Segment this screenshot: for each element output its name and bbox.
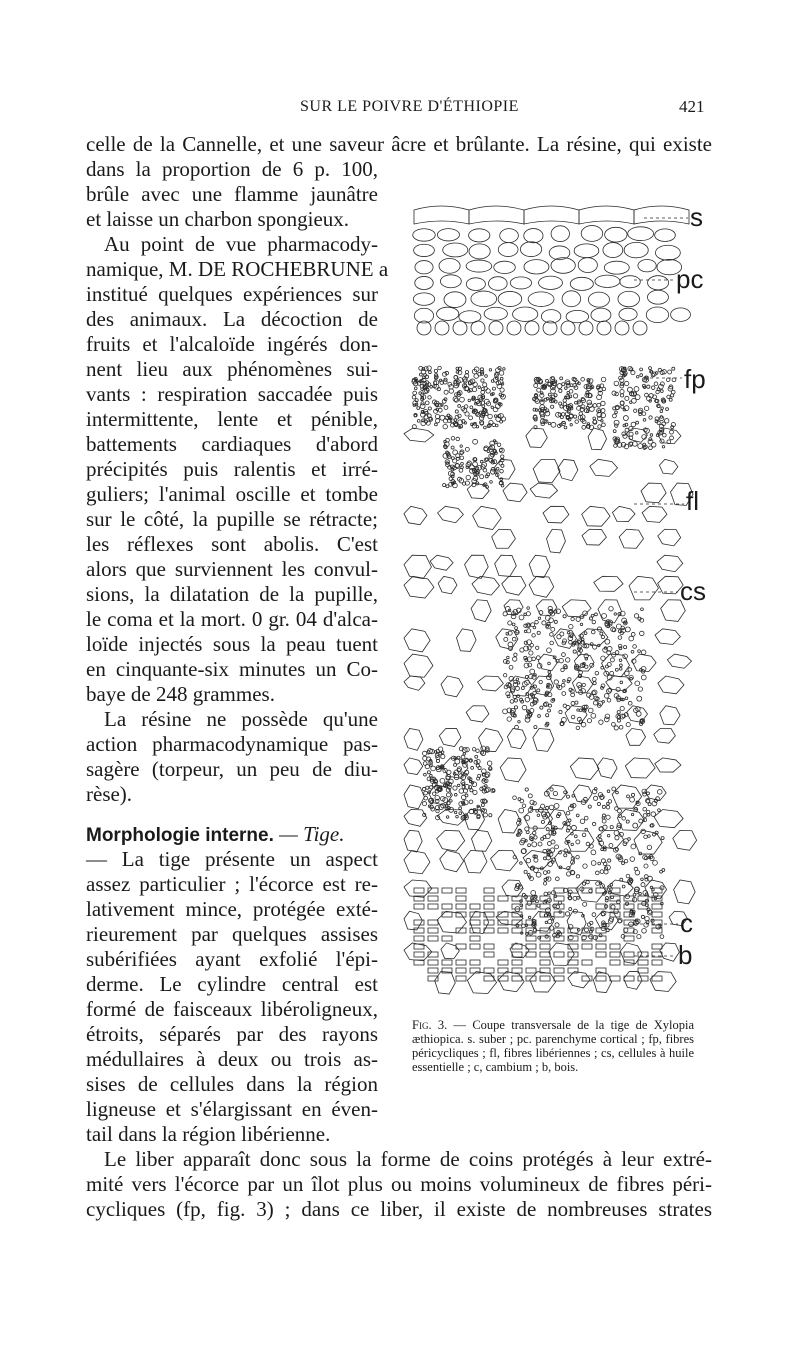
figure-caption xyxy=(412,1018,694,1074)
text-line: battements cardiaques d'abord xyxy=(86,432,378,456)
text-line: loïde injectés sous la peau tuent xyxy=(86,632,378,656)
label-cs: cs xyxy=(680,576,706,606)
text-line: étroits, séparés par des rayons xyxy=(86,1022,378,1046)
section-heading-line xyxy=(86,822,378,848)
text-line: derme. Le cylindre central est xyxy=(86,972,378,996)
text-line: et laisse un charbon spongieux. xyxy=(86,207,350,231)
text-line: baye de 248 grammes. xyxy=(86,682,275,706)
text-line: lativement mince, protégée exté- xyxy=(86,897,378,921)
label-s: s xyxy=(690,202,703,232)
text-line: les réflexes sont abolis. C'est xyxy=(86,532,378,556)
text-line: dans la proportion de 6 p. 100, xyxy=(86,157,378,181)
text-line: sur le côté, la pupille se rétracte; xyxy=(86,507,378,531)
text-line: Le liber apparaît donc sous la forme de coins protégés à leur extré- xyxy=(104,1147,712,1171)
text-line: intermittente, lente et pénible, xyxy=(86,407,378,431)
text-line: guliers; l'animal oscille et tombe xyxy=(86,482,378,506)
label-b: b xyxy=(678,940,693,970)
text-line: rèse). xyxy=(86,782,133,806)
label-c: c xyxy=(680,908,693,938)
text-line: tail dans la région libérienne. xyxy=(86,1122,331,1146)
text-line: nent lieu aux phénomènes sui- xyxy=(86,357,378,381)
figure-stem-cross-section xyxy=(384,188,720,1008)
text-line: celle de la Cannelle, et une saveur âcre et brûlante. La résine, qui existe xyxy=(86,132,712,156)
text-line: formé de faisceaux libéroligneux, xyxy=(86,997,378,1021)
page-number: 421 xyxy=(679,97,705,116)
text-line: médullaires à deux ou trois as- xyxy=(86,1047,378,1071)
text-line: La résine ne possède qu'une xyxy=(104,707,378,731)
text-line: action pharmacodynamique pas- xyxy=(86,732,378,756)
text-line: le coma et la mort. 0 gr. 04 d'alca- xyxy=(86,607,378,631)
text-line: sises de cellules dans la région xyxy=(86,1072,378,1096)
text-line: mité vers l'écorce par un îlot plus ou moins volumineux de fibres péri- xyxy=(86,1172,712,1196)
text-line: sions, la dilatation de la pupille, xyxy=(86,582,378,606)
text-line: des animaux. La décoction de xyxy=(86,307,378,331)
text-line: précipités puis ralentis et irré- xyxy=(86,457,378,481)
text-line: assez particulier ; l'écorce est re- xyxy=(86,872,378,896)
text-line: subérifiées ayant exfolié l'épi- xyxy=(86,947,378,971)
label-fp: fp xyxy=(684,364,706,394)
figure-caption-label: Fig. 3. xyxy=(412,1018,448,1032)
text-line: sagère (torpeur, un peu de diu- xyxy=(86,757,378,781)
text-line: namique, M. DE ROCHEBRUNE a xyxy=(86,257,389,281)
running-title: SUR LE POIVRE D'ÉTHIOPIE xyxy=(300,98,519,115)
text-line: brûle avec une flamme jaunâtre xyxy=(86,182,378,206)
text-line: institué quelques expériences sur xyxy=(86,282,378,306)
section-heading: Morphologie interne. xyxy=(86,825,274,846)
text-line: alors que surviennent les convul- xyxy=(86,557,378,581)
text-line: rieurement par quelques assises xyxy=(86,922,378,946)
text-line: cycliques (fp, fig. 3) ; dans ce liber, il existe de nombreuses strates xyxy=(86,1197,712,1221)
text-line: fruits et l'alcaloïde ingérés don- xyxy=(86,332,378,356)
text-line: Au point de vue pharmacody- xyxy=(104,232,378,256)
stem-section-drawing xyxy=(384,188,720,1008)
text-line: vants : respiration saccadée puis xyxy=(86,382,378,406)
figure-caption-text: — Coupe transversale de la tige de Xylopia æthiopica. s. suber ; pc. parenchyme cortical ; fp, fibres péricycliques ; fl, fibres libériennes ; cs, cellules à huile essentielle ; c, cambium ; b, bois. xyxy=(412,1018,695,1074)
label-pc: pc xyxy=(676,264,704,294)
section-heading-tail: — Tige. xyxy=(273,822,345,846)
label-fl: fl xyxy=(686,486,699,516)
text-line: en cinquante-six minutes un Co- xyxy=(86,657,378,681)
text-line: ligneuse et s'élargissant en éven- xyxy=(86,1097,378,1121)
text-line: — La tige présente un aspect xyxy=(86,847,378,871)
